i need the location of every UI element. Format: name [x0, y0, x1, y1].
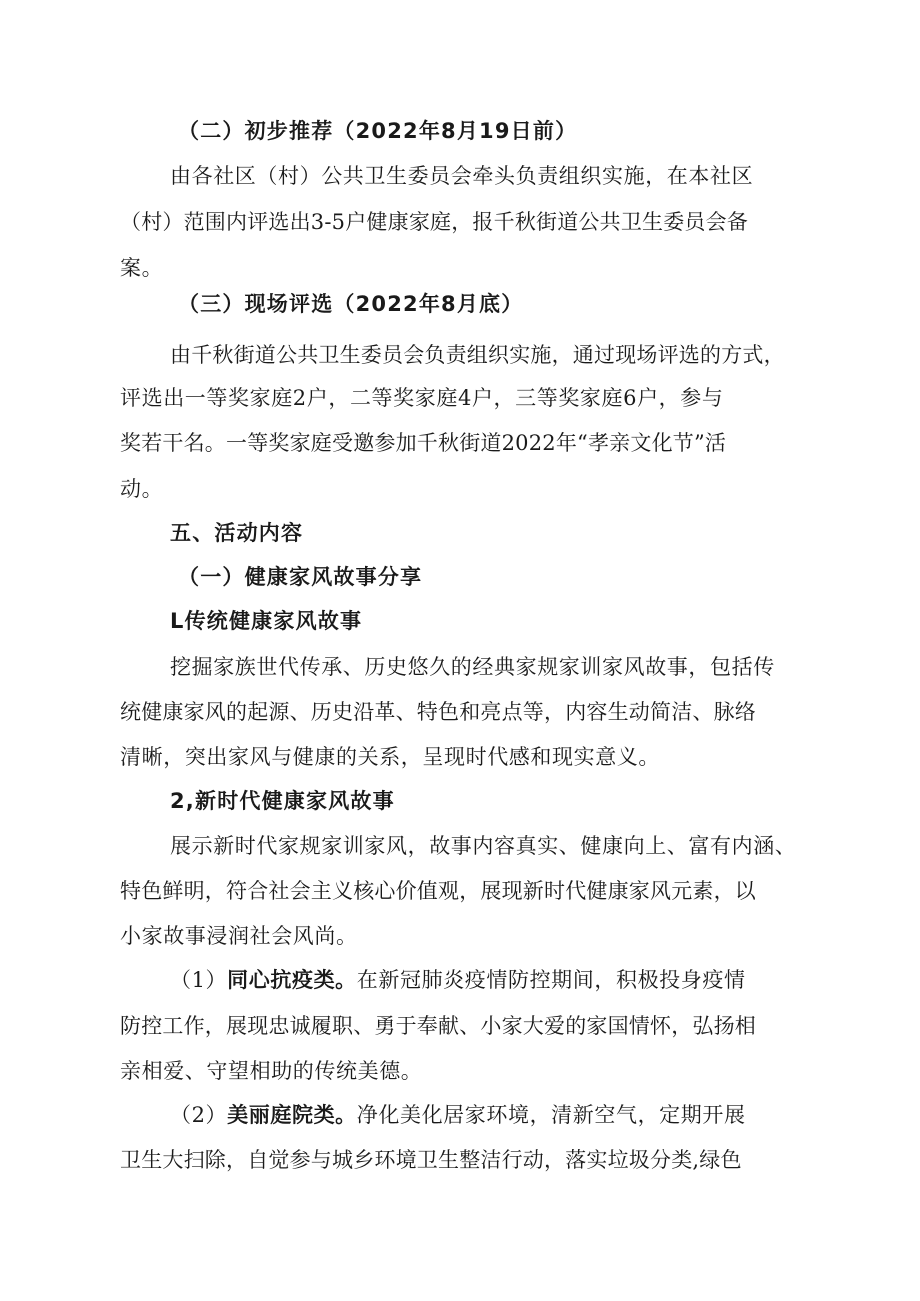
item-heading-new-era-stories: 2,新时代健康家风故事	[170, 789, 395, 813]
category-text: 净化美化居家环境，清新空气，定期开展	[356, 1103, 746, 1127]
item-heading-traditional-stories: L传统健康家风故事	[170, 609, 363, 633]
paragraph-line: 清晰，突出家风与健康的关系，呈现时代感和现实意义。	[120, 745, 660, 769]
paragraph-line: 案。	[120, 256, 164, 280]
category-line	[170, 965, 746, 995]
section-heading-onsite-evaluation: （三）现场评选（2022年8月底）	[178, 292, 524, 316]
section-heading-preliminary-recommendation: （二）初步推荐（2022年8月19日前）	[178, 119, 578, 143]
category-number: （2）	[170, 1103, 228, 1127]
paragraph-line: 防控工作，展现忠诚履职、勇于奉献、小家大爱的家国情怀，弘扬相	[120, 1014, 756, 1038]
paragraph-line: 挖掘家族世代传承、历史悠久的经典家规家训家风故事，包括传	[170, 655, 775, 679]
paragraph-line: 奖若干名。一等奖家庭受邀参加千秋街道2022年“孝亲文化节”活	[120, 431, 727, 455]
part-heading-activity-content: 五、活动内容	[170, 521, 304, 545]
paragraph-line: 卫生大扫除，自觉参与城乡环境卫生整洁行动，落实垃圾分类,绿色	[120, 1148, 742, 1172]
paragraph-line: （村）范围内评选出3-5户健康家庭，报千秋街道公共卫生委员会备	[120, 210, 749, 234]
category-line	[170, 1100, 746, 1130]
paragraph-line: 评选出一等奖家庭2户，二等奖家庭4户，三等奖家庭6户，参与	[120, 386, 724, 410]
category-text: 在新冠肺炎疫情防控期间，积极投身疫情	[356, 968, 746, 992]
paragraph-line: 特色鲜明，符合社会主义核心价值观，展现新时代健康家风元素，以	[120, 879, 756, 903]
subsection-heading-family-stories: （一）健康家风故事分享	[178, 565, 423, 589]
category-number: （1）	[170, 968, 228, 992]
paragraph-line: 小家故事浸润社会风尚。	[120, 924, 358, 948]
paragraph-line: 展示新时代家规家训家风，故事内容真实、健康向上、富有内涵、	[170, 834, 797, 858]
category-title-anti-epidemic: 同心抗疫类。	[227, 968, 357, 992]
paragraph-line: 由千秋街道公共卫生委员会负责组织实施，通过现场评选的方式，	[170, 343, 785, 367]
category-title-beautiful-courtyard: 美丽庭院类。	[227, 1103, 357, 1127]
paragraph-line: 亲相爱、守望相助的传统美德。	[120, 1059, 423, 1083]
paragraph-line: 动。	[120, 477, 164, 501]
paragraph-line: 由各社区（村）公共卫生委员会牵头负责组织实施，在本社区	[170, 164, 754, 188]
paragraph-line: 统健康家风的起源、历史沿革、特色和亮点等，内容生动简洁、脉络	[120, 700, 756, 724]
